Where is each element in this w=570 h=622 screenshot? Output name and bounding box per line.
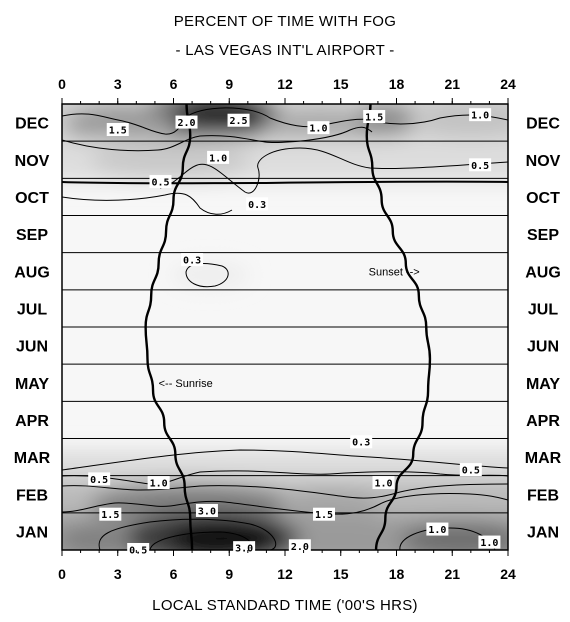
x-tick-label-bottom: 24 bbox=[500, 566, 516, 582]
x-tick-label-top: 12 bbox=[277, 76, 293, 92]
month-label-right: OCT bbox=[526, 189, 560, 207]
chart-title: PERCENT OF TIME WITH FOG bbox=[173, 13, 397, 30]
month-label-left: OCT bbox=[15, 189, 49, 207]
contour-label-text: 1.5 bbox=[365, 112, 384, 124]
month-label-right: JUN bbox=[526, 338, 560, 356]
contour-label bbox=[372, 476, 394, 490]
contour-label bbox=[148, 476, 170, 490]
month-label-left: NOV bbox=[14, 152, 50, 170]
month-label-left: MAR bbox=[13, 450, 51, 468]
x-axis-label: LOCAL STANDARD TIME ('00'S HRS) bbox=[152, 597, 418, 614]
contour-label-text: 0.5 bbox=[90, 474, 109, 486]
contour-label bbox=[350, 435, 372, 449]
contour-label bbox=[460, 463, 482, 477]
contour-label-text: 1.0 bbox=[374, 478, 393, 490]
month-label-left: MAY bbox=[14, 375, 50, 393]
annotation-text: <-- Sunrise bbox=[158, 377, 213, 390]
contour-label-text: 2.0 bbox=[290, 541, 309, 553]
contour-label-text: 1.0 bbox=[309, 123, 328, 135]
contour-label-text: 0.3 bbox=[248, 199, 267, 211]
month-label-left: FEB bbox=[16, 487, 48, 505]
month-label-right: MAY bbox=[525, 375, 561, 393]
contour-label bbox=[88, 472, 110, 486]
contour-label bbox=[246, 197, 268, 211]
month-label-right: MAR bbox=[524, 450, 562, 468]
month-label-right: FEB bbox=[527, 487, 559, 505]
month-labels-right bbox=[525, 116, 562, 542]
contour-label-text: 0.3 bbox=[183, 255, 202, 267]
contour-label bbox=[127, 543, 149, 557]
month-label-left: APR bbox=[15, 412, 49, 430]
contour-label bbox=[426, 523, 448, 537]
contour-label bbox=[469, 158, 491, 172]
contour-label bbox=[181, 253, 203, 267]
month-label-left: JUL bbox=[16, 301, 48, 319]
x-tick-label-top: 3 bbox=[113, 76, 122, 92]
contour-label-text: 0.5 bbox=[151, 177, 170, 189]
month-label-right: DEC bbox=[526, 115, 560, 133]
x-ticks-bottom bbox=[58, 550, 516, 582]
contour-label-text: 3.0 bbox=[235, 543, 254, 555]
x-tick-label-bottom: 3 bbox=[113, 566, 122, 582]
month-labels-left bbox=[14, 116, 51, 542]
x-tick-label-bottom: 0 bbox=[58, 566, 66, 582]
contour-label bbox=[228, 114, 250, 128]
month-label-left: JUN bbox=[15, 338, 49, 356]
month-label-right: JUL bbox=[527, 301, 559, 319]
annotation-text: Sunset --> bbox=[368, 266, 420, 279]
month-label-right: APR bbox=[526, 412, 560, 430]
contour-label-text: 1.0 bbox=[471, 110, 490, 122]
x-tick-label-top: 9 bbox=[225, 76, 234, 92]
contour-label bbox=[469, 108, 491, 122]
contour-label-text: 0.3 bbox=[352, 437, 371, 449]
contour-label bbox=[313, 508, 335, 521]
contour-label bbox=[149, 175, 171, 189]
contour-label bbox=[233, 541, 255, 555]
contour-label bbox=[289, 539, 311, 553]
x-tick-label-bottom: 21 bbox=[444, 566, 461, 582]
x-tick-label-bottom: 12 bbox=[277, 566, 293, 582]
contour-label-text: 0.5 bbox=[461, 465, 480, 477]
contour-label-text: 2.5 bbox=[229, 116, 248, 128]
contour-label bbox=[207, 151, 229, 165]
contour-label-text: 3.0 bbox=[197, 506, 216, 518]
contour-label-text: 1.5 bbox=[108, 125, 127, 137]
contour-label-text: 1.0 bbox=[480, 538, 499, 550]
x-tick-label-top: 0 bbox=[58, 76, 66, 92]
contour-label-text: 1.5 bbox=[101, 510, 120, 522]
month-label-left: SEP bbox=[15, 227, 49, 245]
month-label-right: SEP bbox=[526, 227, 560, 245]
contour-label-text: 1.5 bbox=[314, 510, 334, 522]
x-tick-label-top: 24 bbox=[500, 76, 516, 92]
contour-label bbox=[363, 110, 385, 124]
month-label-right: AUG bbox=[525, 264, 561, 282]
contour-label-text: 0.5 bbox=[471, 160, 490, 172]
month-label-right: NOV bbox=[525, 152, 561, 170]
contour-label bbox=[478, 536, 500, 550]
contour-label-text: 1.0 bbox=[209, 153, 228, 165]
month-label-left: AUG bbox=[14, 264, 50, 282]
month-label-right: JAN bbox=[526, 524, 560, 542]
chart-subtitle: - LAS VEGAS INT'L AIRPORT - bbox=[175, 42, 395, 59]
x-tick-label-bottom: 15 bbox=[332, 566, 349, 582]
x-tick-label-bottom: 6 bbox=[169, 566, 178, 582]
month-label-left: DEC bbox=[15, 115, 49, 133]
contour-label-text: 1.0 bbox=[149, 478, 168, 490]
contour-label-text: 1.0 bbox=[428, 525, 447, 537]
x-ticks-top bbox=[58, 76, 516, 104]
contour-label bbox=[107, 123, 129, 136]
contour-label bbox=[196, 504, 218, 517]
x-tick-label-top: 21 bbox=[444, 76, 461, 92]
x-tick-label-bottom: 9 bbox=[225, 566, 234, 582]
month-label-left: JAN bbox=[15, 524, 49, 542]
contour-label bbox=[99, 508, 121, 521]
x-tick-label-top: 15 bbox=[332, 76, 349, 92]
contour-label-text: 0.5 bbox=[129, 545, 148, 557]
x-tick-label-bottom: 18 bbox=[388, 566, 405, 582]
contour-label-text: 2.0 bbox=[177, 118, 196, 130]
contour-label bbox=[176, 116, 198, 130]
x-tick-label-top: 6 bbox=[169, 76, 178, 92]
x-tick-label-top: 18 bbox=[388, 76, 405, 92]
contour-label bbox=[307, 121, 329, 135]
